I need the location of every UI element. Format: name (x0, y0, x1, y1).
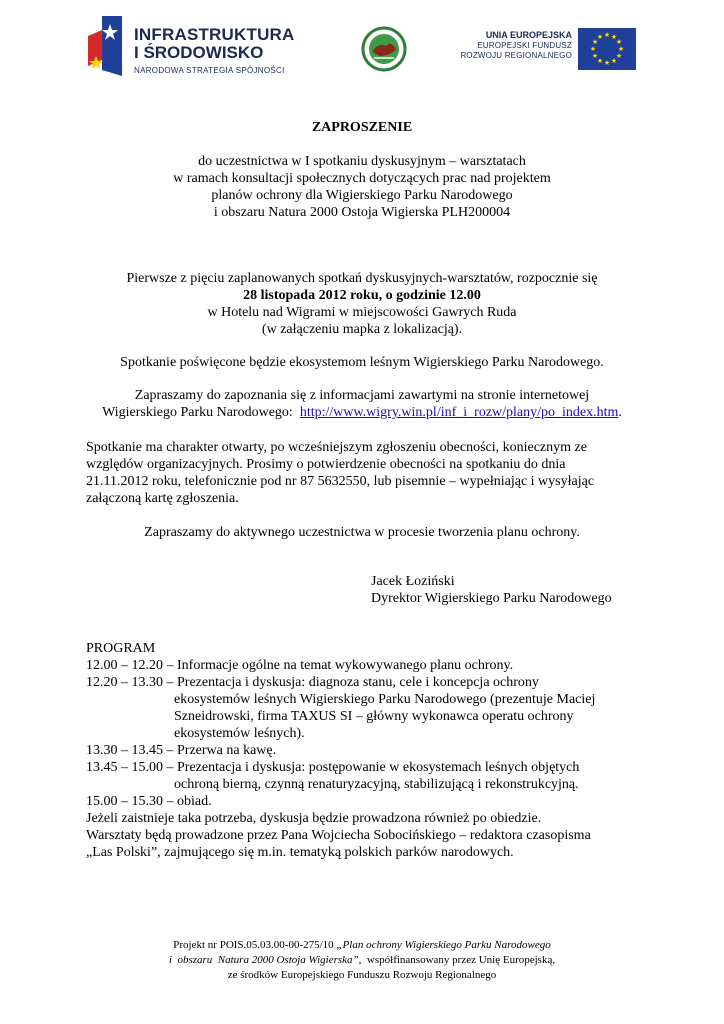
star-flag-icon (88, 16, 128, 76)
infrastruktura-logo (88, 14, 295, 80)
svg-text:★: ★ (596, 57, 604, 65)
signature-block (371, 573, 612, 607)
program-row: ekosystemów leśnych). (174, 726, 305, 741)
website-line-2 (0, 404, 724, 421)
logo-line-3: NARODOWA STRATEGIA SPÓJNOŚCI (134, 66, 285, 75)
footer-natura: i obszaru Natura 2000 Ostoja Wigierska” (168, 954, 359, 966)
logo-line-1: INFRASTRUKTURA (134, 25, 295, 44)
website-line-1: Zapraszamy do zapoznania się z informacjami zawartymi na stronie internetowej (134, 388, 590, 403)
program-row: ochroną bierną, czynną renaturyzacyjną, stabilizującą i rekonstrukcyjną. (174, 777, 579, 792)
document-title: ZAPROSZENIE (311, 120, 413, 135)
program-row: ekosystemów leśnych Wigierskiego Parku Narodowego (prezentuje Maciej (174, 692, 596, 707)
svg-text:★: ★ (603, 31, 611, 39)
meeting-block (0, 270, 724, 338)
park-emblem-icon (360, 26, 408, 72)
open-meeting-line: względów organizacyjnych. Prosimy o potwierdzenie obecności na spotkaniu do dnia (86, 457, 566, 472)
logo-line-2: I ŚRODOWISKO (134, 43, 264, 62)
footer-line-3: ze środków Europejskiego Funduszu Rozwoju Regionalnego (227, 969, 497, 981)
program-row: Szneidrowski, firma TAXUS SI – główny wykonawca operatu ochrony (174, 709, 574, 724)
svg-text:★: ★ (617, 45, 625, 53)
topic-line: Spotkanie poświęcone będzie ekosystemom leśnym Wigierskiego Parku Narodowego. (120, 355, 604, 370)
intro-block (0, 153, 724, 221)
eu-line-3: ROZWOJU REGIONALNEGO (460, 51, 572, 60)
eu-logo-text (458, 30, 572, 61)
footer-plan-title: „Plan ochrony Wigierskiego Parku Narodowego (336, 939, 551, 951)
program-row: 13.30 – 13.45 – Przerwa na kawę. (86, 743, 277, 758)
website-block (0, 387, 724, 421)
signature-name: Jacek Łoziński (371, 574, 455, 589)
svg-text:★: ★ (591, 38, 599, 46)
svg-text:★: ★ (603, 59, 611, 67)
program-row: Jeżeli zaistnieje taka potrzeba, dyskusja będzie prowadzona również po obiedzie. (86, 811, 542, 826)
meeting-line-1: Pierwsze z pięciu zaplanowanych spotkań dyskusyjnych-warsztatów, rozpocznie się (126, 271, 598, 286)
program-section (86, 640, 646, 861)
open-meeting-paragraph (86, 439, 646, 507)
program-row: Warsztaty będą prowadzone przez Pana Wojciecha Sobocińskiego – redaktora czasopisma (86, 828, 591, 843)
svg-text:★: ★ (591, 52, 599, 60)
open-meeting-line: załączoną kartę zgłoszenia. (86, 491, 239, 506)
program-heading: PROGRAM (86, 641, 156, 656)
meeting-map-note: (w załączeniu mapka z lokalizacją). (261, 322, 463, 337)
program-row: „Las Polski”, zajmującego się m.in. tematyką polskich parków narodowych. (86, 845, 514, 860)
intro-line: planów ochrony dla Wigierskiego Parku Narodowego (211, 188, 513, 203)
svg-text:★: ★ (596, 33, 604, 41)
park-logo (360, 26, 408, 72)
svg-text:★: ★ (610, 57, 618, 65)
open-meeting-line: 21.11.2012 roku, telefonicznie pod nr 87 5632550, lub pisemnie – wypełniając i wysyłając (86, 474, 595, 489)
eu-flag-icon (578, 28, 636, 70)
website-suffix: . (618, 405, 622, 420)
program-row: 15.00 – 15.30 – obiad. (86, 794, 212, 809)
open-meeting-line: Spotkanie ma charakter otwarty, po wcześniejszym zgłoszeniu obecności, koniecznym ze (86, 440, 587, 455)
website-prefix: Wigierskiego Parku Narodowego: (102, 405, 300, 420)
eu-line-1: UNIA EUROPEJSKA (485, 30, 572, 40)
eu-line-2: EUROPEJSKI FUNDUSZ (477, 41, 572, 50)
svg-text:★: ★ (589, 45, 597, 53)
meeting-location: w Hotelu nad Wigrami w miejscowości Gawrych Ruda (207, 305, 517, 320)
footer (0, 938, 724, 983)
intro-line: do uczestnictwa w I spotkaniu dyskusyjnym – warsztatach (198, 154, 526, 169)
footer-line-1 (0, 938, 724, 953)
signature-role: Dyrektor Wigierskiego Parku Narodowego (371, 591, 612, 606)
website-link[interactable]: http://www.wigry.win.pl/inf_i_rozw/plany/po_index.htm (299, 405, 619, 420)
meeting-date: 28 listopada 2012 roku, o godzinie 12.00 (243, 288, 481, 303)
svg-text:★: ★ (615, 38, 623, 46)
footer-line-2 (0, 953, 724, 968)
footer-cofinance: , współfinansowany przez Unię Europejską, (358, 954, 556, 966)
program-row: 12.00 – 12.20 – Informacje ogólne na temat wykowywanego planu ochrony. (86, 658, 514, 673)
program-row: 12.20 – 13.30 – Prezentacja i dyskusja: diagnoza stanu, cele i koncepcja ochrony (86, 675, 539, 690)
closing-invitation: Zapraszamy do aktywnego uczestnictwa w procesie tworzenia planu ochrony. (144, 525, 580, 540)
intro-line: i obszaru Natura 2000 Ostoja Wigierska PLH200004 (213, 205, 511, 220)
program-row: 13.45 – 15.00 – Prezentacja i dyskusja: postępowanie w ekosystemach leśnych objętych (86, 760, 580, 775)
svg-text:★: ★ (615, 52, 623, 60)
footer-project: Projekt nr POIS.05.03.00-00-275/10 (173, 939, 337, 951)
svg-text:★: ★ (610, 33, 618, 41)
intro-line: w ramach konsultacji społecznych dotyczących prac nad projektem (173, 171, 551, 186)
